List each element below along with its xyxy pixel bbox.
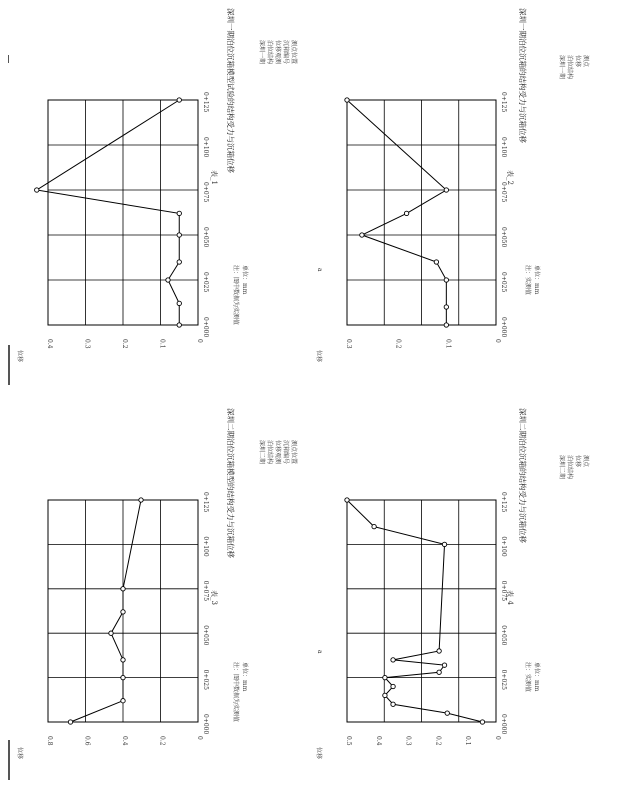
xtick-label: 0+100 [202, 137, 209, 158]
legend-entry: 泊位结构 [266, 40, 273, 65]
xtick-label: 0+125 [500, 92, 507, 113]
legend-entry: 位移 [574, 55, 581, 68]
ytick-label: 0.2 [434, 736, 442, 746]
xtick-label: 0+100 [500, 137, 507, 158]
legend-entry: 位移 [574, 455, 581, 468]
data-point [177, 98, 181, 102]
data-point [437, 649, 441, 653]
legend-entry: 测点位置 [290, 40, 297, 65]
data-point [372, 524, 376, 528]
data-point [345, 98, 349, 102]
ytick-label: 0.1 [444, 339, 452, 349]
xtick-label: 0+000 [500, 714, 507, 735]
figure-title: 深圳二期泊位沉箱模型的结构受力与沉箱位移 [226, 408, 235, 558]
data-point [391, 658, 395, 662]
ytick-label: 0.3 [345, 339, 352, 349]
data-point [391, 702, 395, 706]
legend-entry: 位移观测 [274, 40, 281, 65]
ytick-label: 0 [196, 736, 203, 740]
data-point [383, 693, 387, 697]
ytick-label: 0.1 [464, 736, 472, 746]
series-line [347, 500, 482, 722]
figure-note: 单位：mm [533, 662, 540, 692]
xtick-label: 0+050 [202, 625, 209, 646]
figure-note: 注：实测值 [524, 662, 531, 693]
figure-title: 深圳二期泊位沉箱的结构受力与沉箱位移 [518, 408, 527, 543]
data-point [404, 211, 408, 215]
y-axis-label: 位移 [315, 350, 322, 363]
figure-title: 深圳一期泊位沉箱模型试验的结构受力与沉箱位移 [226, 8, 235, 173]
data-point [444, 323, 448, 327]
xtick-label: 0+050 [500, 625, 507, 646]
xtick-label: 0+100 [500, 536, 507, 557]
chart-panel-top-right [16, 8, 298, 362]
legend-entry: 深圳一期 [558, 55, 565, 80]
data-point [121, 698, 125, 702]
ytick-label: 0.4 [46, 339, 53, 349]
page-marker: a [316, 268, 323, 272]
figure-caption: 表_1 [210, 170, 218, 185]
data-point [177, 211, 181, 215]
series-line [37, 100, 180, 325]
ytick-label: 0.2 [121, 339, 128, 349]
y-axis-label: 位移 [16, 747, 23, 760]
xtick-label: 0+000 [202, 714, 209, 735]
data-point [444, 188, 448, 192]
y-axis-label: 位移 [16, 350, 23, 363]
legend-entry: 测点位置 [290, 440, 297, 465]
data-point [444, 305, 448, 309]
xtick-label: 0+050 [202, 227, 209, 248]
data-point [345, 498, 349, 502]
data-point [121, 610, 125, 614]
chart-panel-bottom-left [315, 408, 590, 759]
series-line [347, 100, 446, 325]
legend-entry: 深圳二期 [558, 455, 565, 480]
ytick-label: 0.6 [83, 736, 91, 746]
legend-entry: 测点 [582, 455, 589, 468]
figure-note: 注：实测值 [524, 265, 531, 296]
xtick-label: 0+000 [202, 317, 209, 338]
xtick-label: 0+000 [500, 317, 507, 338]
edge-mark [8, 345, 10, 385]
edge-mark [8, 740, 10, 780]
xtick-label: 0+025 [500, 669, 507, 690]
legend-entry: 泊位结构 [566, 55, 573, 80]
ytick-label: 0 [494, 339, 501, 343]
xtick-label: 0+125 [202, 92, 209, 113]
ytick-label: 0.3 [83, 339, 91, 349]
ytick-label: 0.3 [404, 736, 412, 746]
legend-entry: 泊位结构 [266, 440, 273, 465]
data-point [35, 188, 39, 192]
xtick-label: 0+075 [202, 580, 209, 602]
data-point [442, 663, 446, 667]
data-point [109, 631, 113, 635]
data-point [445, 711, 449, 715]
legend-entry: 位移观测 [274, 440, 281, 465]
ytick-label: 0.4 [121, 736, 128, 746]
data-point [437, 670, 441, 674]
xtick-label: 0+075 [202, 182, 209, 203]
xtick-label: 0+125 [500, 492, 507, 513]
xtick-label: 0+050 [500, 227, 507, 248]
ytick-label: 0.5 [345, 736, 352, 746]
figure-title: 深圳一期泊位沉箱的结构受力与沉箱位移 [518, 8, 527, 143]
data-point [177, 301, 181, 305]
data-point [166, 278, 170, 282]
data-point [177, 233, 181, 237]
data-point [139, 498, 143, 502]
chart-panel-top-left [16, 408, 298, 759]
ytick-label: 0 [196, 339, 203, 343]
ytick-label: 0.2 [394, 339, 402, 349]
legend-entry: 沉箱编号 [282, 440, 289, 465]
data-point [68, 720, 72, 724]
xtick-label: 0+025 [202, 669, 209, 690]
xtick-label: 0+100 [202, 536, 209, 557]
xtick-label: 0+125 [202, 492, 209, 513]
legend-entry: 沉箱编号 [282, 40, 289, 65]
xtick-label: 0+075 [500, 182, 507, 203]
y-axis-label: 位移 [315, 747, 322, 760]
edge-mark [8, 55, 9, 63]
xtick-label: 0+075 [500, 580, 507, 602]
data-point [442, 542, 446, 546]
data-point [391, 684, 395, 688]
chart-panel-bottom-right [315, 8, 590, 362]
data-point [360, 233, 364, 237]
data-point [444, 278, 448, 282]
ytick-label: 0.2 [158, 736, 166, 746]
figure-caption: 表_3 [210, 590, 218, 605]
figure-caption: 表_2 [506, 170, 514, 185]
legend-entry: 深圳一期 [258, 40, 265, 65]
ytick-label: 0 [494, 736, 501, 740]
figure-note: 注：图中数据为实测值 [232, 662, 239, 723]
data-point [434, 260, 438, 264]
series-line [71, 500, 142, 722]
data-point [121, 658, 125, 662]
data-point [177, 260, 181, 264]
page-marker: a [316, 650, 323, 654]
ytick-label: 0.4 [374, 736, 382, 746]
xtick-label: 0+025 [202, 272, 209, 293]
ytick-label: 0.1 [158, 339, 166, 349]
figure-note: 单位：mm [241, 662, 248, 692]
figure-note: 单位：mm [533, 265, 540, 295]
data-point [480, 720, 484, 724]
legend-entry: 测点 [582, 55, 589, 68]
data-point [383, 675, 387, 679]
figure-note: 单位：mm [241, 265, 248, 295]
data-point [121, 675, 125, 679]
legend-entry: 深圳二期 [258, 440, 265, 465]
figure-note: 注：图中数据为实测值 [232, 265, 239, 326]
legend-entry: 泊位结构 [566, 455, 573, 480]
data-point [177, 323, 181, 327]
figure-caption: 表_4 [506, 590, 514, 605]
data-point [121, 587, 125, 591]
xtick-label: 0+025 [500, 272, 507, 293]
ytick-label: 0.8 [46, 736, 53, 746]
